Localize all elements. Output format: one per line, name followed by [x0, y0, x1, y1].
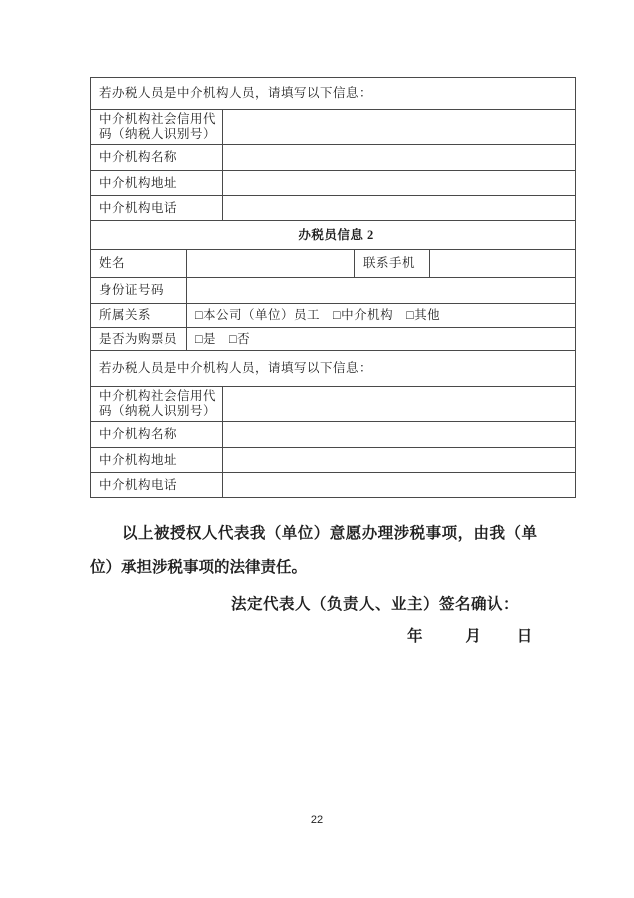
table-row — [91, 448, 576, 473]
field-value-agency-name — [223, 145, 576, 171]
field-value-mobile — [430, 250, 576, 278]
field-value-agency-address-2 — [223, 448, 576, 473]
page-number: 22 — [310, 814, 324, 826]
table-row — [91, 196, 576, 221]
section-title-clerk2: 办税员信息 2 — [91, 221, 576, 250]
intermediary-note-cell: 若办税人员是中介机构人员，请填写以下信息： — [91, 78, 576, 110]
field-label-mobile: 联系手机 — [355, 250, 430, 278]
field-value-id-number — [187, 278, 576, 304]
field-value-agency-phone-2 — [223, 473, 576, 498]
table-row — [91, 110, 576, 145]
table-row — [91, 473, 576, 498]
checkbox-options-ticket-buyer: □是 □否 — [187, 328, 576, 351]
field-label-agency-phone: 中介机构电话 — [91, 196, 223, 221]
table-row — [91, 278, 576, 304]
table-row — [91, 221, 576, 250]
table-row — [91, 304, 576, 328]
table-row — [91, 78, 576, 110]
tax-clerk-form-table — [90, 77, 576, 498]
date-line — [407, 624, 532, 646]
field-label-id-number: 身份证号码 — [91, 278, 187, 304]
field-label-credit-code: 中介机构社会信用代码（纳税人识别号） — [91, 110, 223, 145]
field-label-credit-code-2: 中介机构社会信用代码（纳税人识别号） — [91, 387, 223, 422]
date-month-label: 月 — [465, 628, 481, 645]
field-label-agency-address-2: 中介机构地址 — [91, 448, 223, 473]
intermediary-note-cell: 若办税人员是中介机构人员，请填写以下信息： — [91, 351, 576, 387]
field-value-agency-phone — [223, 196, 576, 221]
table-row — [91, 422, 576, 448]
field-label-agency-name-2: 中介机构名称 — [91, 422, 223, 448]
table-row — [91, 387, 576, 422]
field-value-credit-code-2 — [223, 387, 576, 422]
field-label-ticket-buyer: 是否为购票员 — [91, 328, 187, 351]
table-row — [91, 145, 576, 171]
field-label-agency-name: 中介机构名称 — [91, 145, 223, 171]
table-row — [91, 328, 576, 351]
declaration-paragraph: 以上被授权人代表我（单位）意愿办理涉税事项，由我（单位）承担涉税事项的法律责任。 — [90, 525, 537, 576]
field-value-agency-name-2 — [223, 422, 576, 448]
field-label-agency-phone-2: 中介机构电话 — [91, 473, 223, 498]
date-day-label: 日 — [516, 628, 533, 645]
table-row — [91, 250, 576, 278]
table-row — [91, 351, 576, 387]
checkbox-options-relation: □本公司（单位）员工 □中介机构 □其他 — [187, 304, 576, 328]
field-value-name — [187, 250, 355, 278]
field-label-name: 姓名 — [91, 250, 187, 278]
field-label-relation: 所属关系 — [91, 304, 187, 328]
date-year-label: 年 — [407, 628, 423, 645]
signature-confirm-label: 法定代表人（负责人、业主）签名确认： — [231, 596, 520, 613]
field-value-credit-code — [223, 110, 576, 145]
field-label-agency-address: 中介机构地址 — [91, 171, 223, 196]
field-value-agency-address — [223, 171, 576, 196]
table-row — [91, 171, 576, 196]
